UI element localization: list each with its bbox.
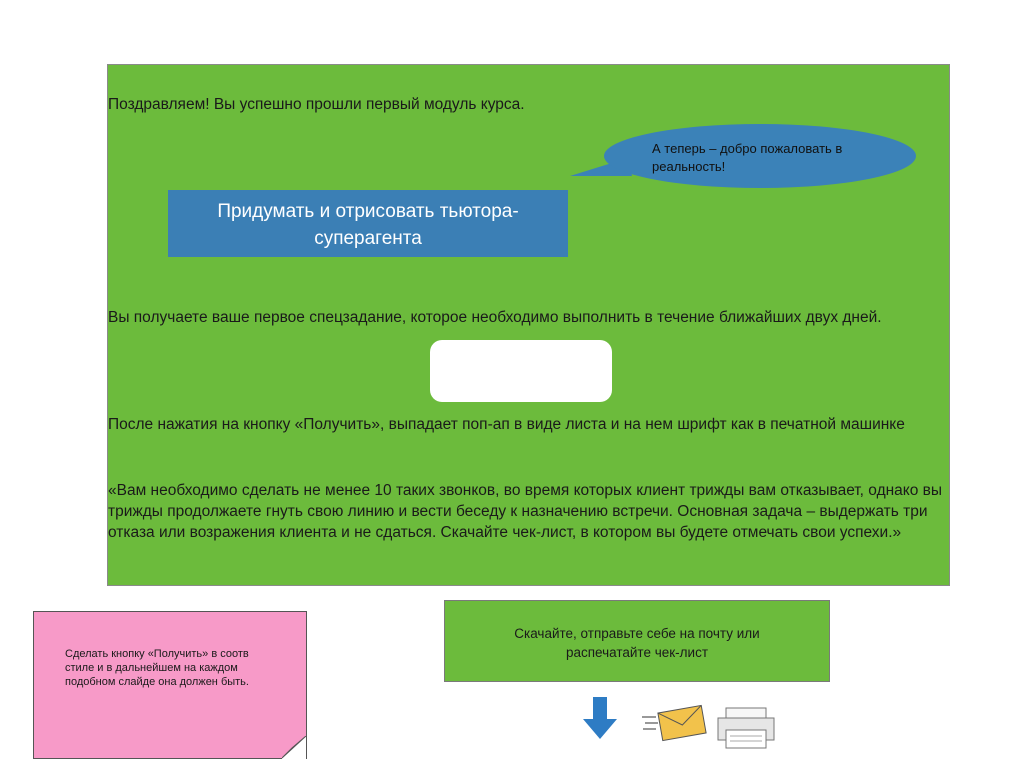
quote-text: «Вам необходимо сделать не менее 10 таких звонков, во время которых клиент трижды вам отказывает, однако вы трижды продолжаете гнуть свою линию и вести беседу к назначению встречи. Основная задача – выдержать три отказа или возражения клиента и не сдаться. Скачайте чек-лист, в котором вы будете отмечать свои успехи.» <box>108 482 943 541</box>
popup-note-text: После нажатия на кнопку «Получить», выпадает поп-ап в виде листа и на нем шрифт как в печатной машинке <box>108 416 905 433</box>
task-title-box <box>168 190 568 257</box>
assignment-text: Вы получаете ваше первое спецзадание, которое необходимо выполнить в течение ближайших двух дней. <box>108 309 882 326</box>
sticky-note-text: Сделать кнопку «Получить» в соотв стиле и в дальнейшем на каждом подобном слайде она должен быть. <box>65 648 249 688</box>
congrats-text: Поздравляем! Вы успешно прошли первый модуль курса. <box>108 96 525 113</box>
task-title-line-1: Придумать и отрисовать тьютора- <box>217 201 519 222</box>
task-title-line-2: суперагента <box>314 228 422 249</box>
download-box <box>444 600 830 682</box>
printer-icon[interactable] <box>716 706 778 750</box>
mail-envelope-icon[interactable] <box>640 703 712 743</box>
get-button[interactable] <box>430 340 612 402</box>
download-arrow-icon[interactable] <box>583 697 617 741</box>
download-text: Скачайте, отправьте себе на почту или распечатайте чек-лист <box>514 626 760 660</box>
speech-bubble-text: А теперь – добро пожаловать в реальность! <box>652 141 843 174</box>
sticky-note-fold <box>282 736 308 760</box>
